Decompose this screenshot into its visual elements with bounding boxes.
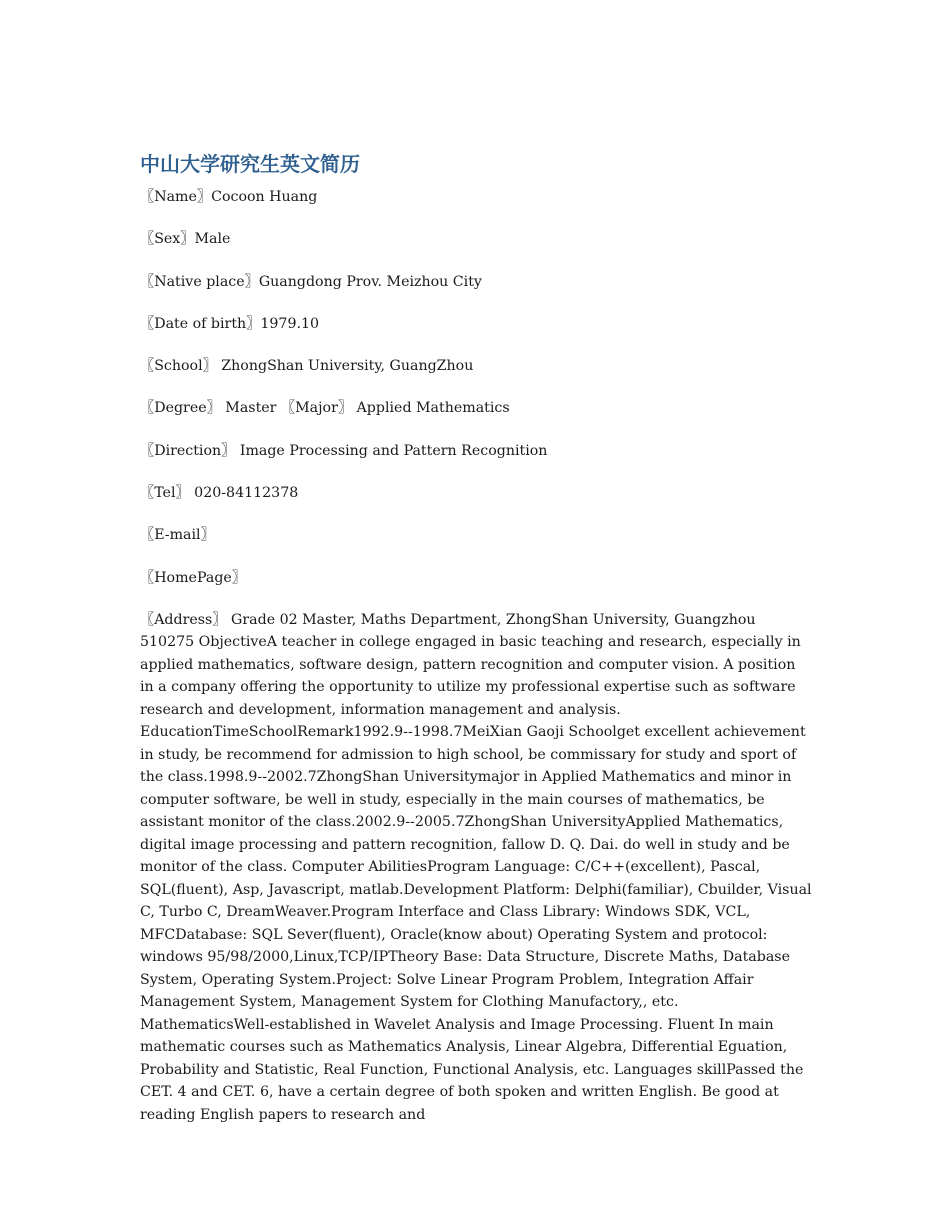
page-title: 中山大学研究生英文简历 [140, 152, 360, 176]
field-email: 〖E-mail〗 [140, 527, 215, 544]
field-degree-major: 〖Degree〗 Master 〖Major〗 Applied Mathematics [140, 400, 510, 417]
field-date-of-birth: 〖Date of birth〗1979.10 [140, 315, 320, 332]
field-native-place: 〖Native place〗Guangdong Prov. Meizhou City [140, 273, 482, 290]
resume-page [140, 148, 812, 1126]
field-tel: 〖Tel〗 020-84112378 [140, 485, 299, 502]
field-sex: 〖Sex〗Male [140, 231, 231, 248]
field-direction: 〖Direction〗 Image Processing and Pattern Recognition [140, 442, 548, 459]
address-and-details-paragraph: 〖Address〗 Grade 02 Master, Maths Department, ZhongShan University, Guangzhou 510275 ObjectiveA teacher in college engaged in basic teaching and research, especially in applied mathematics, software design, pattern recognition and computer vision. A position in a company offering the opportunity to utilize my professional expertise such as software research and development, information management and analysis. EducationTimeSchoolRemark1992.9--1998.7MeiXian Gaoji Schoolget excellent achievement in study, be recommend for admission to high school, be commissary for study and sport of the class.1998.9--2002.7ZhongShan Universitymajor in Applied Mathematics and minor in computer software, be well in study, especially in the main courses of mathematics, be assistant monitor of the class.2002.9--2005.7ZhongShan UniversityApplied Mathematics, digital image processing and pattern recognition, fallow D. Q. Dai. do well in study and be monitor of the class. Computer AbilitiesProgram Language: C/C++(excellent), Pascal, SQL(fluent), Asp, Javascript, matlab.Development Platform: Delphi(familiar), Cbuilder, Visual C, Turbo C, DreamWeaver.Program Interface and Class Library: Windows SDK, VCL, MFCDatabase: SQL Sever(fluent), Oracle(know about) Operating System and protocol: windows 95/98/2000,Linux,TCP/IPTheory Base: Data Structure, Discrete Maths, Database System, Operating System.Project: Solve Linear Program Problem, Integration Affair Management System, Management System for Clothing Manufactory,, etc. MathematicsWell-established in Wavelet Analysis and Image Processing. Fluent In main mathematic courses such as Mathematics Analysis, Linear Algebra, Differential Eguation, Probability and Statistic, Real Function, Functional Analysis, etc. Languages skillPassed the CET. 4 and CET. 6, have a certain degree of both spoken and written English. Be good at reading English papers to research and [140, 611, 812, 1123]
field-homepage: 〖HomePage〗 [140, 569, 246, 586]
field-school: 〖School〗 ZhongShan University, GuangZhou [140, 358, 474, 375]
field-name: 〖Name〗Cocoon Huang [140, 189, 318, 205]
